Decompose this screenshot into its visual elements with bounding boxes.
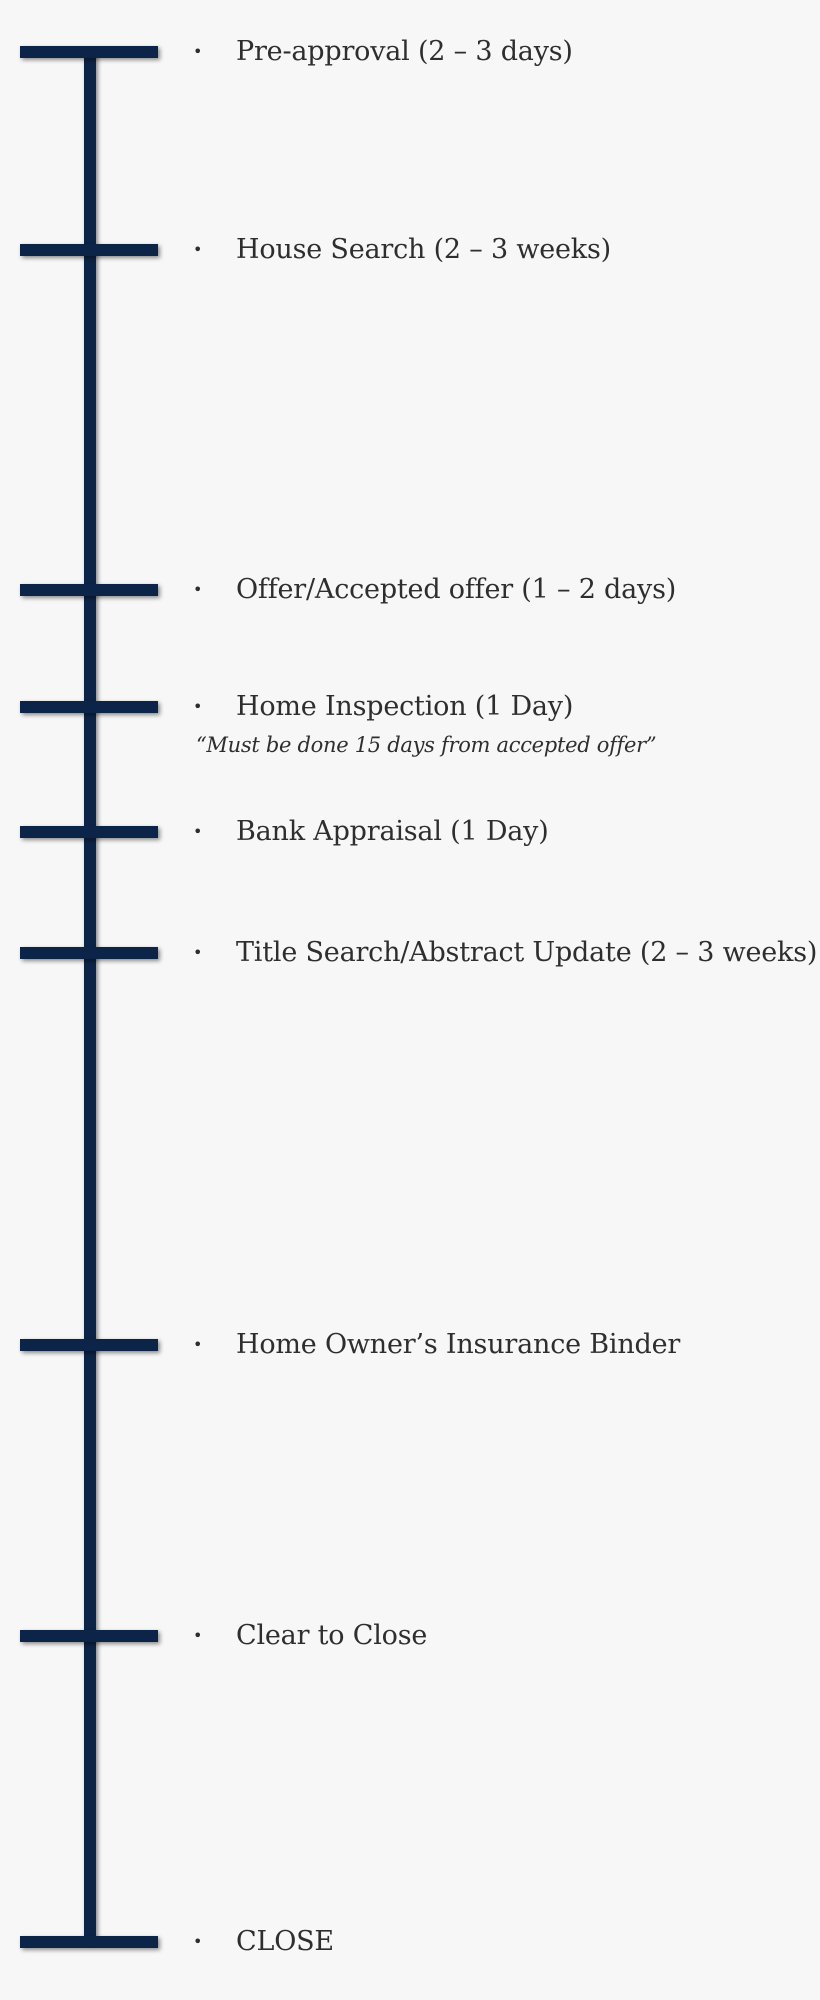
- step-label: Pre-approval (2 – 3 days): [236, 36, 573, 67]
- step-label: Offer/Accepted offer (1 – 2 days): [236, 574, 677, 605]
- step-label: House Search (2 – 3 weeks): [236, 234, 611, 265]
- timeline-tick: [20, 1936, 158, 1948]
- timeline-tick: [20, 1630, 158, 1642]
- bullet-icon: •: [193, 1932, 203, 1951]
- bullet-icon: •: [193, 822, 203, 841]
- bullet-icon: •: [193, 697, 203, 716]
- step-note: “Must be done 15 days from accepted offer”: [196, 733, 657, 757]
- step-label: Clear to Close: [236, 1620, 428, 1651]
- bullet-icon: •: [193, 1335, 203, 1354]
- bullet-icon: •: [193, 240, 203, 259]
- timeline-tick: [20, 584, 158, 596]
- step-label: CLOSE: [236, 1926, 334, 1957]
- bullet-icon: •: [193, 943, 203, 962]
- timeline-tick: [20, 826, 158, 838]
- step-label: Title Search/Abstract Update (2 – 3 weeks): [236, 937, 818, 968]
- timeline-tick: [20, 947, 158, 959]
- step-label: Home Owner’s Insurance Binder: [236, 1329, 681, 1360]
- timeline-tick: [20, 1339, 158, 1351]
- timeline-tick: [20, 244, 158, 256]
- timeline-tick: [20, 701, 158, 713]
- timeline-tick: [20, 46, 158, 58]
- step-label: Home Inspection (1 Day): [236, 691, 574, 722]
- timeline-spine: [84, 52, 96, 1942]
- bullet-icon: •: [193, 580, 203, 599]
- bullet-icon: •: [193, 42, 203, 61]
- bullet-icon: •: [193, 1626, 203, 1645]
- step-label: Bank Appraisal (1 Day): [236, 816, 549, 847]
